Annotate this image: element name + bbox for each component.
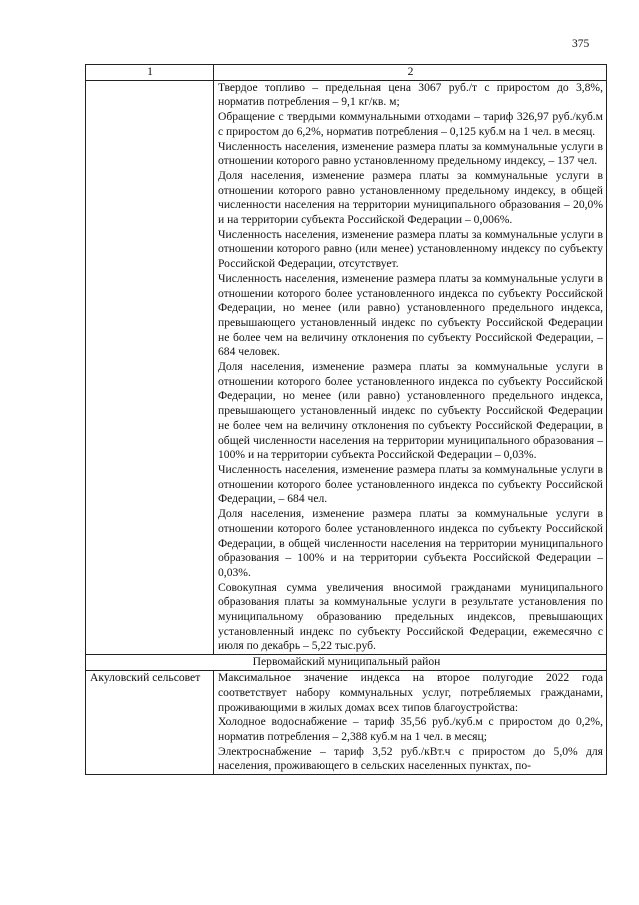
- paragraph: Электроснабжение – тариф 3,52 руб./кВт.ч с приростом до 5,0% для населения, проживающего в сельских населенных пунктах, по-: [218, 744, 603, 773]
- paragraph: Численность населения, изменение размера платы за коммунальные услуги в отношении которого равно установленному предельному индексу, – 137 чел.: [218, 139, 603, 168]
- description-cell: [214, 80, 607, 654]
- column-header-2: 2: [214, 65, 607, 81]
- paragraph: Доля населения, изменение размера платы за коммунальные услуги в отношении которого более установленного индекса по субъекту Российской Федерации, но менее (или равно) установленного предельного индекса, превышающего установленный индекс по субъекту Российской Федерации не более чем на величину отклонения по субъекту Российской Федерации, в общей численности населения на территории муниципального образования – 100% и на территории субъекта Российской Федерации – 0,03%.: [218, 360, 603, 462]
- paragraph: Численность населения, изменение размера платы за коммунальные услуги в отношении которого равно (или менее) установленному индексу по субъекту Российской Федерации, отсутствует.: [218, 227, 603, 271]
- paragraph: Численность населения, изменение размера платы за коммунальные услуги в отношении которого более установленного индекса по субъекту Российской Федерации, но менее (или равно) установленного предельного индекса, превышающего установленный индекс по субъекту Российской Федерации не более чем на величину отклонения по субъекту Российской Федерации, – 684 человек.: [218, 271, 603, 359]
- municipality-cell: Акуловский сельсовет: [86, 671, 214, 775]
- paragraph: Доля населения, изменение размера платы за коммунальные услуги в отношении которого равно установленному предельному индексу, в общей численности населения на территории муниципального образования – 20,0% и на территории субъекта Российской Федерации – 0,006%.: [218, 168, 603, 227]
- paragraph: Численность населения, изменение размера платы за коммунальные услуги в отношении которого более установленного индекса по субъекту Российской Федерации, – 684 чел.: [218, 462, 603, 506]
- section-row: [86, 655, 607, 671]
- tariff-table: [85, 64, 607, 775]
- municipality-cell: [86, 80, 214, 654]
- section-title: Первомайский муниципальный район: [86, 655, 607, 671]
- column-header-1: 1: [86, 65, 214, 81]
- table-header-row: [86, 65, 607, 81]
- table-row: [86, 80, 607, 654]
- paragraph: Обращение с твердыми коммунальными отходами – тариф 326,97 руб./куб.м с приростом до 6,2%, норматив потребления – 0,125 куб.м на 1 чел. в месяц.: [218, 110, 603, 138]
- paragraph: Доля населения, изменение размера платы за коммунальные услуги в отношении которого более установленного индекса по субъекту Российской Федерации, в общей численности населения на территории муниципального образования – 100% и на территории субъекта Российской Федерации – 0,03%.: [218, 507, 603, 579]
- paragraph: Максимальное значение индекса на второе полугодие 2022 года соответствует набору коммунальных услуг, потребляемых гражданами, проживающими в жилых домах всех типов благоустройства:: [218, 671, 603, 714]
- description-cell: [214, 671, 607, 775]
- table-row: [86, 671, 607, 775]
- paragraph: Совокупная сумма увеличения вносимой гражданами муниципального образования платы за коммунальные услуги в результате установления по муниципальному образованию предельных индексов, превышающих установленный индекс по субъекту Российской Федерации, ежемесячно с июля по декабрь – 5,22 тыс.руб.: [218, 580, 603, 653]
- paragraph: Твердое топливо – предельная цена 3067 руб./т с приростом до 3,8%, норматив потребления – 9,1 кг/кв. м;: [218, 80, 603, 109]
- paragraph: Холодное водоснабжение – тариф 35,56 руб./куб.м с приростом до 0,2%, норматив потребления – 2,388 куб.м на 1 чел. в месяц;: [218, 715, 603, 743]
- page-number: 375: [572, 38, 590, 50]
